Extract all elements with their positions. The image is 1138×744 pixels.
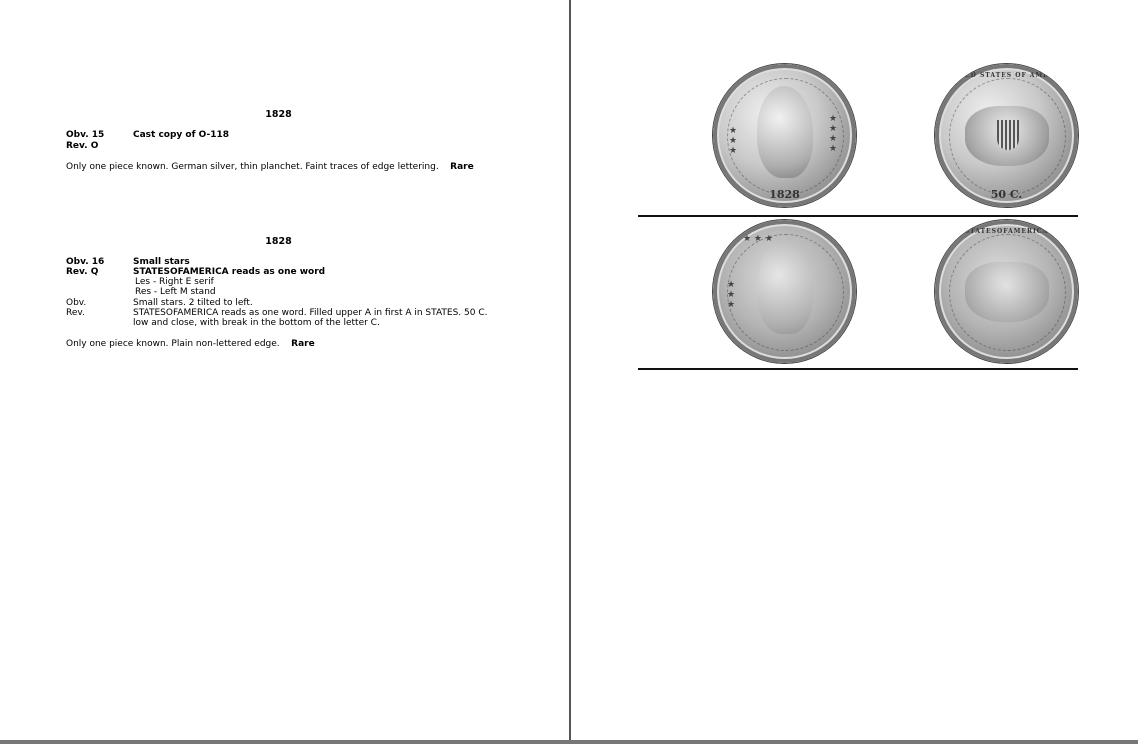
rarity-label: Rare bbox=[291, 339, 315, 349]
coin-legend-text: UNITED STATES OF AMERICA bbox=[943, 72, 1070, 79]
entry-note bbox=[66, 339, 315, 350]
die-key: Rev. Q bbox=[66, 267, 99, 277]
liberty-bust-image bbox=[757, 86, 813, 178]
coin-legend-text: STATESOFAMERICA bbox=[964, 228, 1049, 235]
note-text: Only one piece known. Plain non-lettered edge. bbox=[66, 339, 280, 349]
left-page bbox=[0, 0, 569, 740]
die-value: Small stars. 2 tilted to left. bbox=[133, 298, 253, 308]
coin-obverse-obv15: ★ ★ ★ ★ ★ ★ ★ 1828 bbox=[713, 64, 856, 207]
entry-year: 1828 bbox=[265, 109, 292, 120]
die-key: Obv. bbox=[66, 298, 87, 308]
coin-denomination: 50 C. bbox=[990, 188, 1023, 201]
die-value: low and close, with break in the bottom of the letter C. bbox=[133, 318, 380, 328]
plate-divider-line bbox=[638, 215, 1078, 217]
die-value: Cast copy of O-118 bbox=[133, 130, 230, 140]
coin-reverse-rev-o bbox=[935, 64, 1078, 207]
die-value: Res - Left M stand bbox=[135, 287, 216, 297]
coin-obverse-obv16: ★ ★ ★ ★ ★ ★ bbox=[713, 220, 856, 363]
coin-date: 1828 bbox=[769, 188, 800, 201]
die-value: STATESOFAMERICA reads as one word bbox=[133, 267, 326, 277]
die-value: STATESOFAMERICA reads as one word. Filled upper A in first A in STATES. 50 C. bbox=[133, 308, 488, 318]
worn-bust-image bbox=[757, 242, 813, 334]
coin-reverse-rev-q bbox=[935, 220, 1078, 363]
die-value: Small stars bbox=[133, 257, 190, 267]
entry-obv16 bbox=[66, 237, 506, 357]
right-page bbox=[571, 0, 1138, 740]
rarity-label: Rare bbox=[450, 162, 474, 172]
plate-divider-line bbox=[638, 368, 1078, 370]
note-text: Only one piece known. German silver, thin planchet. Faint traces of edge lettering. bbox=[66, 162, 439, 172]
entry-obv15 bbox=[66, 110, 506, 180]
die-key: Rev. O bbox=[66, 141, 99, 151]
shield-image bbox=[997, 120, 1019, 150]
entry-note bbox=[66, 162, 474, 173]
die-key: Rev. bbox=[66, 308, 85, 318]
die-value: Les - Right E serif bbox=[135, 277, 214, 287]
viewer-bottom-bar bbox=[0, 740, 1138, 744]
die-key: Obv. 16 bbox=[66, 257, 105, 267]
worn-eagle-image bbox=[965, 262, 1049, 322]
die-key: Obv. 15 bbox=[66, 130, 105, 140]
entry-year: 1828 bbox=[265, 236, 292, 247]
